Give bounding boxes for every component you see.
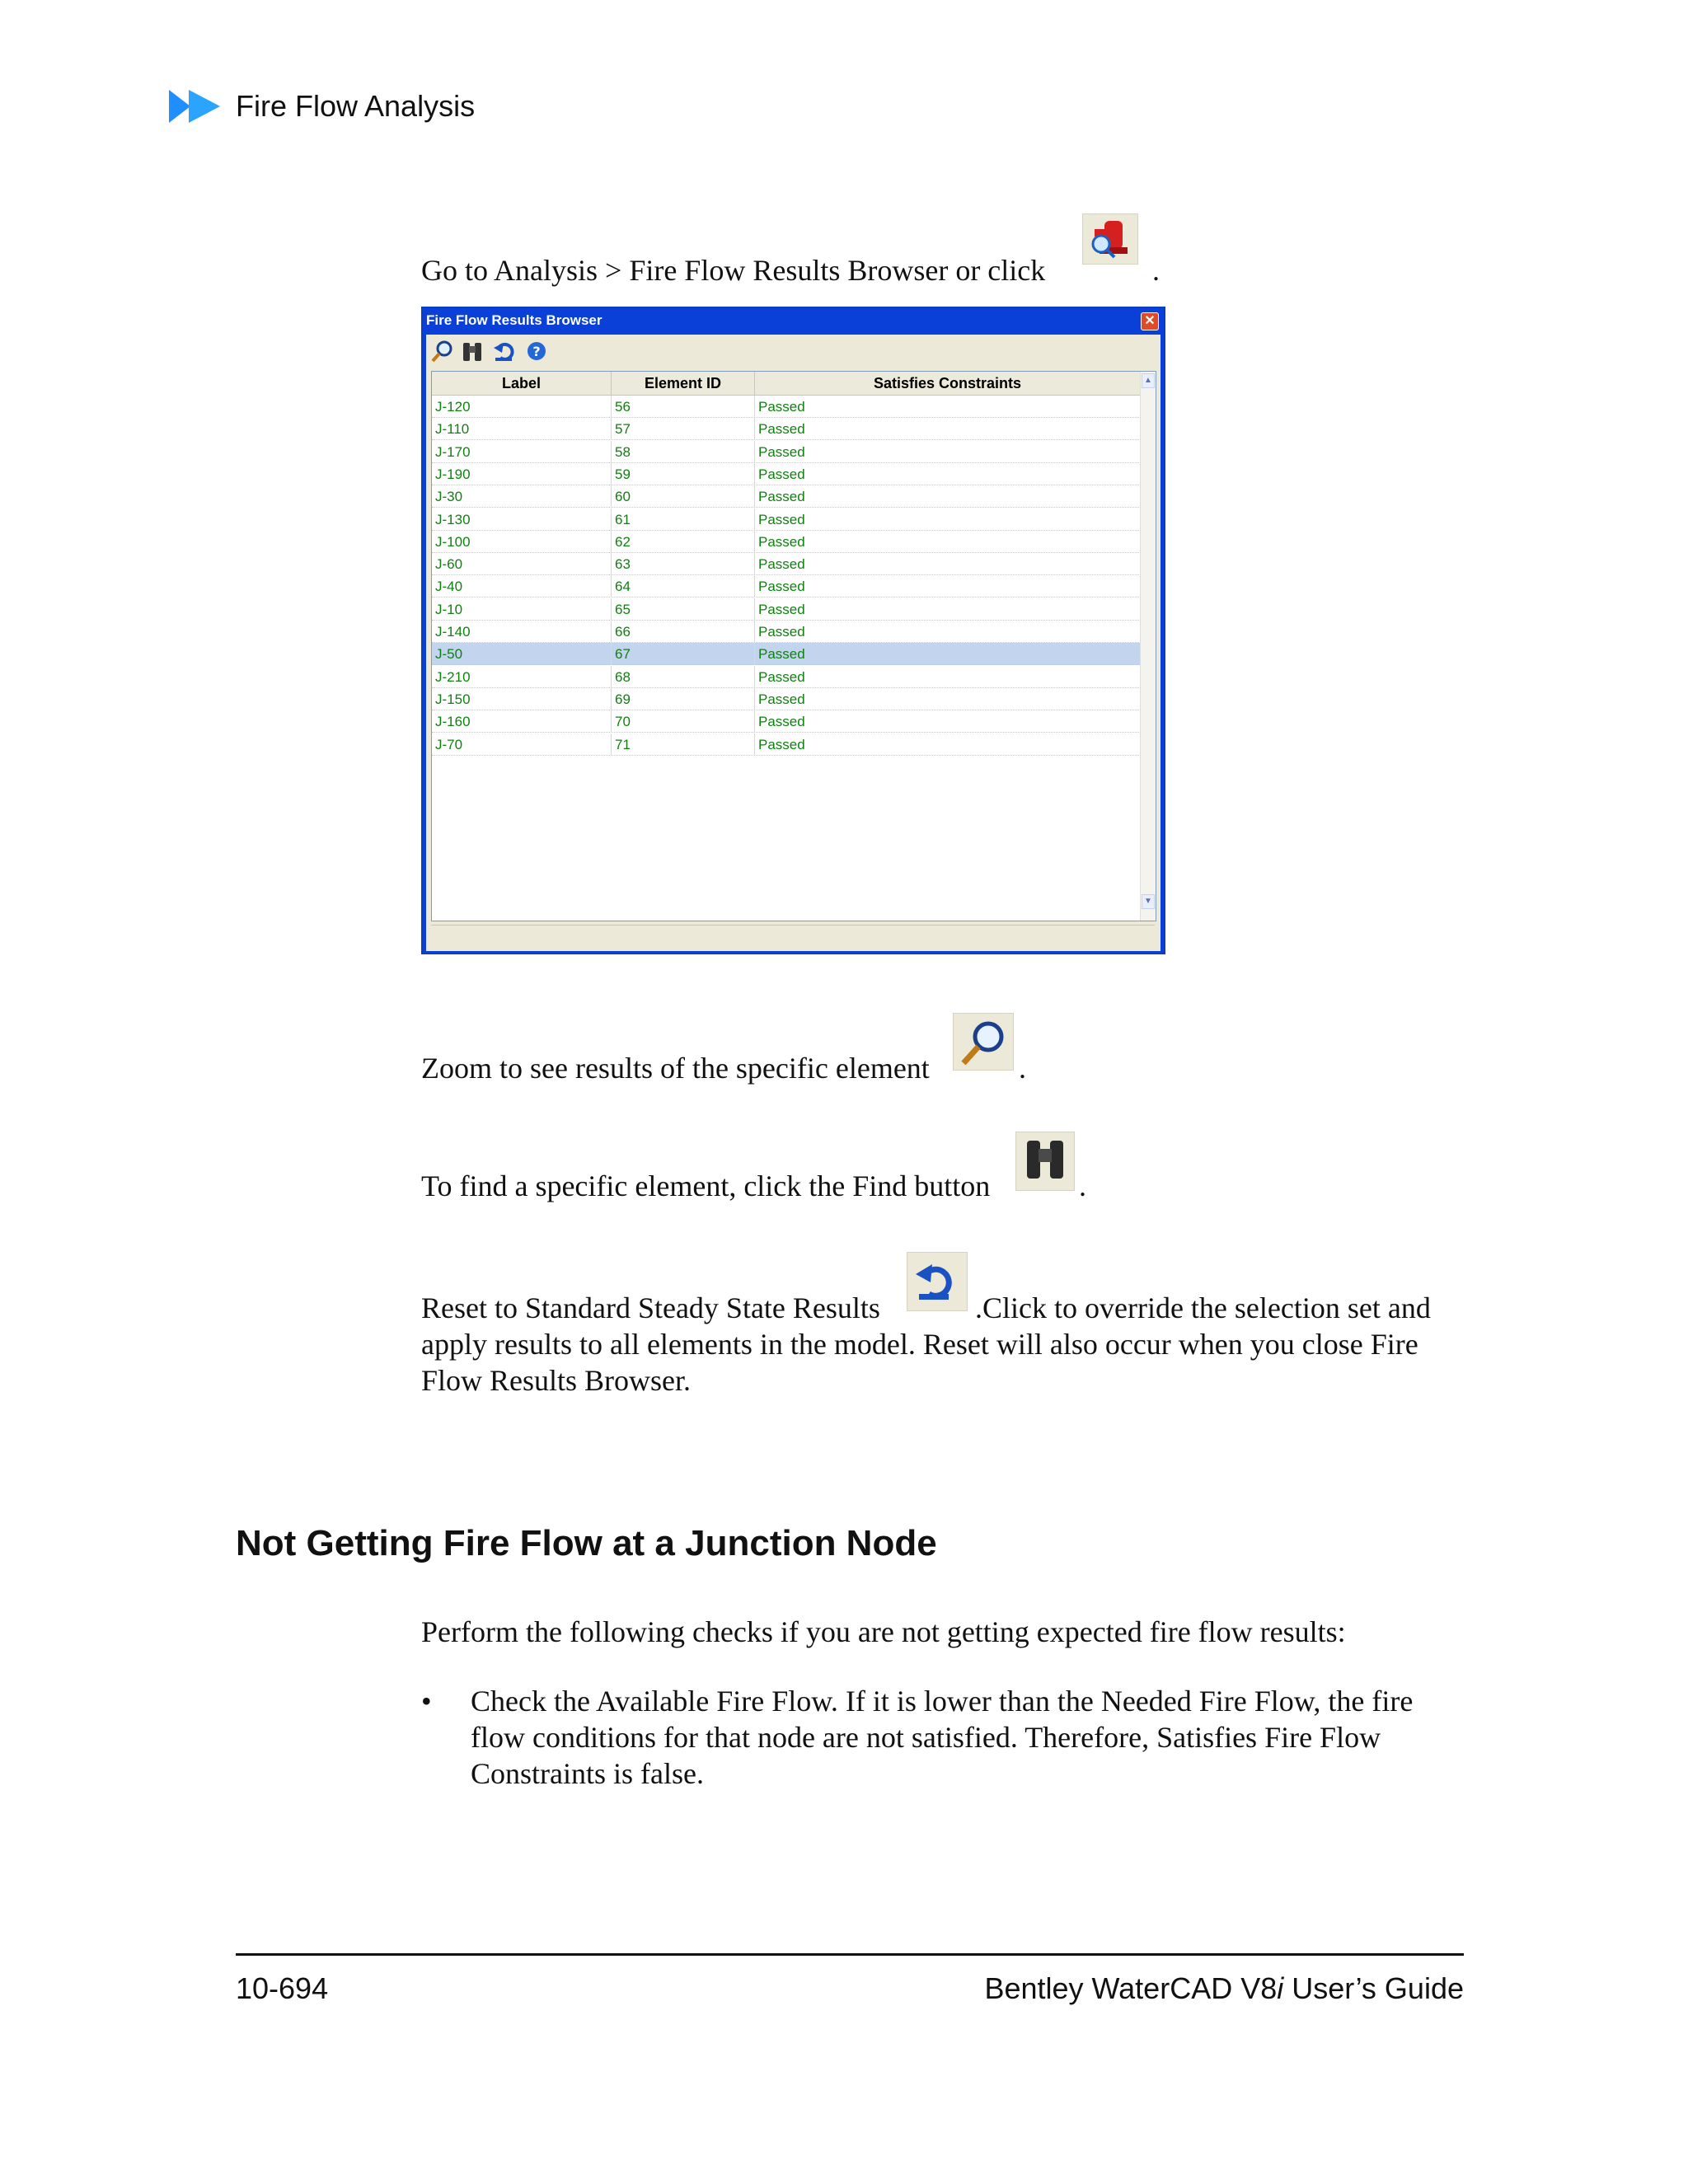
fire-flow-results-browser-window [421, 307, 1165, 954]
close-button[interactable]: ✕ [1141, 312, 1159, 330]
cell-label: J-100 [432, 531, 612, 553]
cell-status: Passed [755, 733, 1141, 756]
zoom-icon [953, 1013, 1014, 1071]
cell-status: Passed [755, 575, 1141, 598]
cell-element-id: 68 [612, 666, 755, 688]
cell-status: Passed [755, 598, 1141, 621]
help-icon [523, 338, 550, 364]
cell-label: J-10 [432, 598, 612, 621]
table-row[interactable] [432, 463, 1141, 485]
cell-status: Passed [755, 553, 1141, 575]
table-row[interactable] [432, 643, 1141, 665]
cell-element-id: 65 [612, 598, 755, 621]
cell-status: Passed [755, 643, 1141, 665]
vertical-scrollbar[interactable] [1140, 372, 1156, 921]
cell-element-id: 67 [612, 643, 755, 665]
guide-title-main: Bentley WaterCAD V8 [984, 1971, 1278, 2005]
guide-title [975, 1971, 1464, 2006]
cell-label: J-60 [432, 553, 612, 575]
cell-label: J-110 [432, 418, 612, 440]
cell-label: J-160 [432, 710, 612, 733]
cell-status: Passed [755, 710, 1141, 733]
table-row[interactable] [432, 710, 1141, 733]
fire-hydrant-icon [1082, 213, 1138, 265]
cell-element-id: 62 [612, 531, 755, 553]
cell-status: Passed [755, 531, 1141, 553]
table-row[interactable] [432, 598, 1141, 621]
section-marker-icon [169, 88, 222, 124]
table-row[interactable] [432, 621, 1141, 643]
reset-icon [492, 338, 518, 364]
cell-element-id: 61 [612, 509, 755, 531]
cell-element-id: 66 [612, 621, 755, 643]
running-header: Fire Flow Analysis [236, 89, 476, 123]
column-header-satisfies-constraints[interactable]: Satisfies Constraints [755, 372, 1141, 395]
table-row[interactable] [432, 396, 1141, 418]
reset-text-line2: apply results to all elements in the model. Reset will also occur when you close Fire [421, 1328, 1418, 1361]
cell-label: J-210 [432, 666, 612, 688]
cell-element-id: 63 [612, 553, 755, 575]
cell-status: Passed [755, 441, 1141, 463]
page-number: 10-694 [236, 1971, 329, 2005]
cell-status: Passed [755, 396, 1141, 418]
cell-label: J-40 [432, 575, 612, 598]
reset-text-line3: Flow Results Browser. [421, 1364, 692, 1397]
zoom-text: Zoom to see results of the specific element [421, 1052, 930, 1085]
cell-label: J-170 [432, 441, 612, 463]
window-title: Fire Flow Results Browser [426, 312, 603, 328]
results-table [431, 371, 1156, 921]
footer-rule [236, 1953, 1464, 1956]
reset-icon [907, 1252, 968, 1311]
cell-label: J-150 [432, 688, 612, 710]
cell-label: J-130 [432, 509, 612, 531]
cell-status: Passed [755, 666, 1141, 688]
cell-label: J-120 [432, 396, 612, 418]
column-header-element-id[interactable]: Element ID [612, 372, 755, 395]
svg-text:?: ? [532, 344, 541, 359]
cell-status: Passed [755, 688, 1141, 710]
cell-status: Passed [755, 485, 1141, 508]
table-row[interactable] [432, 531, 1141, 553]
cell-label: J-140 [432, 621, 612, 643]
bullet-text-line1: Check the Available Fire Flow. If it is lower than the Needed Fire Flow, the fire [471, 1685, 1414, 1718]
find-button[interactable] [459, 338, 485, 364]
zoom-period: . [1019, 1052, 1026, 1085]
guide-title-suffix: User’s Guide [1283, 1971, 1464, 2005]
column-header-label[interactable]: Label [432, 372, 612, 395]
bullet-marker: • [421, 1685, 432, 1718]
cell-element-id: 56 [612, 396, 755, 418]
table-row[interactable] [432, 441, 1141, 463]
window-body [426, 335, 1160, 951]
cell-element-id: 57 [612, 418, 755, 440]
cell-element-id: 59 [612, 463, 755, 485]
table-row[interactable] [432, 688, 1141, 710]
table-row[interactable] [432, 575, 1141, 598]
guide-title-italic: i [1277, 1971, 1284, 2005]
scroll-down-icon[interactable]: ▼ [1142, 894, 1155, 909]
status-bar [431, 925, 1155, 947]
cell-element-id: 58 [612, 441, 755, 463]
reset-text-end: .Click to override the selection set and [975, 1291, 1431, 1324]
table-header [432, 372, 1141, 396]
cell-status: Passed [755, 463, 1141, 485]
cell-label: J-70 [432, 733, 612, 756]
bullet-text-line3: Constraints is false. [471, 1757, 704, 1790]
zoom-icon [429, 338, 456, 364]
zoom-button[interactable] [429, 338, 456, 364]
reset-text-start: Reset to Standard Steady State Results [421, 1291, 880, 1324]
bullet-text-line2: flow conditions for that node are not satisfied. Therefore, Satisfies Fire Flow [471, 1721, 1381, 1754]
cell-status: Passed [755, 509, 1141, 531]
table-row[interactable] [432, 485, 1141, 508]
find-period: . [1079, 1169, 1086, 1202]
intro-period: . [1152, 254, 1160, 287]
cell-element-id: 60 [612, 485, 755, 508]
table-row[interactable] [432, 553, 1141, 575]
help-button[interactable] [523, 338, 550, 364]
binoculars-icon [459, 338, 485, 364]
table-row[interactable] [432, 666, 1141, 688]
table-row[interactable] [432, 733, 1141, 756]
section-intro: Perform the following checks if you are not getting expected fire flow results: [421, 1615, 1346, 1648]
cell-element-id: 71 [612, 733, 755, 756]
intro-text: Go to Analysis > Fire Flow Results Browser or click [421, 254, 1046, 287]
scroll-up-icon[interactable]: ▲ [1142, 373, 1155, 388]
table-row[interactable] [432, 418, 1141, 440]
cell-element-id: 70 [612, 710, 755, 733]
cell-element-id: 64 [612, 575, 755, 598]
binoculars-icon [1015, 1132, 1075, 1191]
cell-label: J-50 [432, 643, 612, 665]
section-heading: Not Getting Fire Flow at a Junction Node [236, 1523, 937, 1563]
cell-label: J-190 [432, 463, 612, 485]
reset-button[interactable] [492, 338, 518, 364]
cell-element-id: 69 [612, 688, 755, 710]
find-text: To find a specific element, click the Find button [421, 1169, 991, 1202]
cell-status: Passed [755, 418, 1141, 440]
table-row[interactable] [432, 509, 1141, 531]
cell-status: Passed [755, 621, 1141, 643]
cell-label: J-30 [432, 485, 612, 508]
